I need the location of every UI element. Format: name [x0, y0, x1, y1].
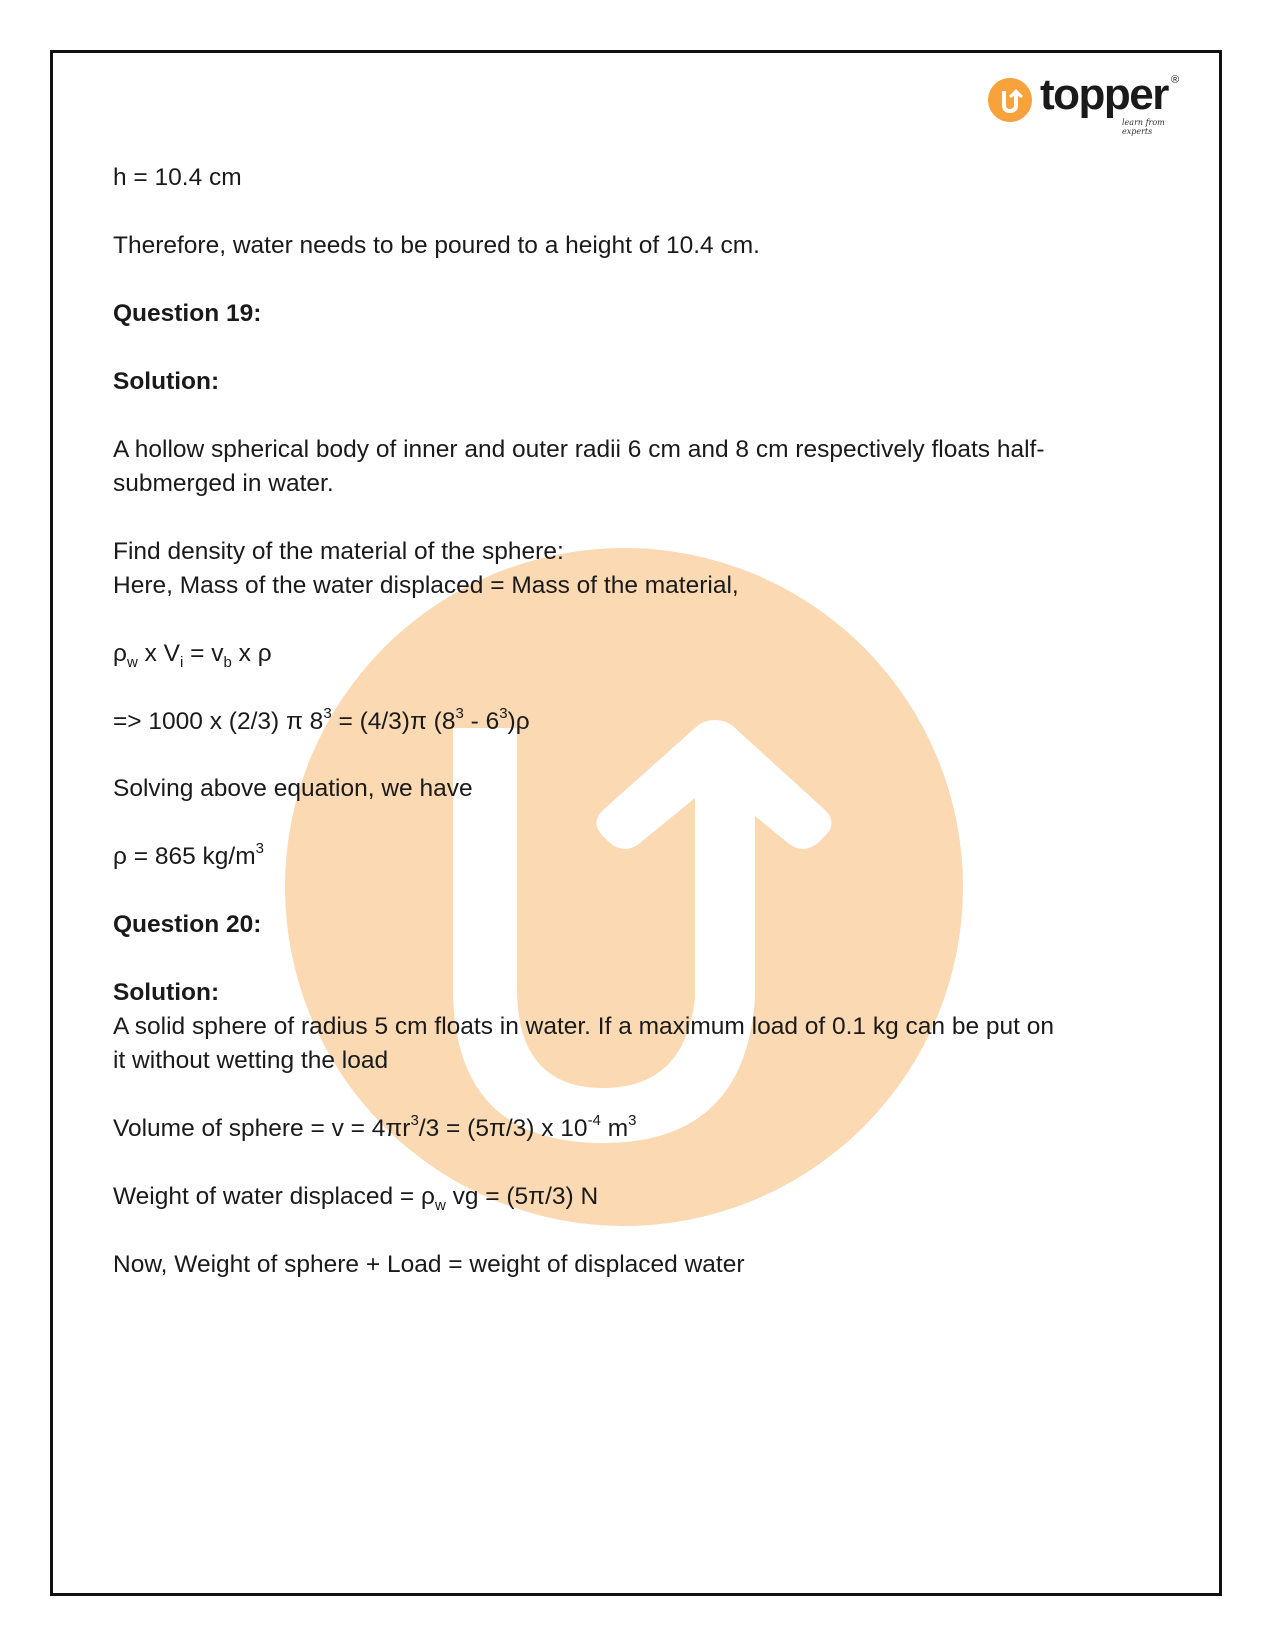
solution-19-heading: Solution: [113, 368, 220, 395]
text-line: A hollow spherical body of inner and outer radii 6 cm and 8 cm respectively floats half- [113, 436, 1045, 463]
result-density: ρ = 865 $kg/m^3$ [113, 839, 264, 870]
text-line: it without wetting the load [113, 1047, 389, 1074]
text-line: Here, Mass of the water displaced = Mass of the material, [113, 572, 739, 599]
text-line: h = 10.4 cm [113, 164, 242, 191]
volume-equation: Volume of sphere = $v = 4\pi r^3/3 = (5\pi/3)$ x $10^{-4}$ $m^3$ [113, 1111, 637, 1142]
text-line: submerged in water. [113, 470, 334, 497]
registered-mark: ® [1171, 74, 1180, 86]
text-line: A solid sphere of radius 5 cm floats in water. If a maximum load of 0.1 kg can be put on [113, 1013, 1055, 1040]
question-19-heading: Question 19: [113, 300, 262, 327]
text-line: Therefore, water needs to be poured to a height of 10.4 cm. [113, 232, 760, 259]
text-line: Solving above equation, we have [113, 775, 473, 802]
question-20-heading: Question 20: [113, 911, 262, 938]
text-line: Now, Weight of sphere + Load = weight of displaced water [113, 1251, 745, 1278]
equation-1: $\rho_w$ x $V_i = v_b$ x ρ [113, 640, 272, 671]
equation-2: => 1000 x (2/3) π $8^3 = (4/3)\pi$ $(8^3 - 6^3)\rho$ [113, 704, 530, 735]
solution-20-heading: Solution: [113, 979, 220, 1006]
u-arrow-icon [988, 78, 1032, 122]
text-line: Find density of the material of the sphere: [113, 538, 564, 565]
topper-logo [988, 70, 1188, 136]
weight-equation: Weight of water displaced = $\rho_w$ vg = (5π/3) N [113, 1183, 599, 1214]
logo-text: topper [1040, 70, 1168, 119]
logo-tagline: learn from experts [1122, 118, 1165, 136]
